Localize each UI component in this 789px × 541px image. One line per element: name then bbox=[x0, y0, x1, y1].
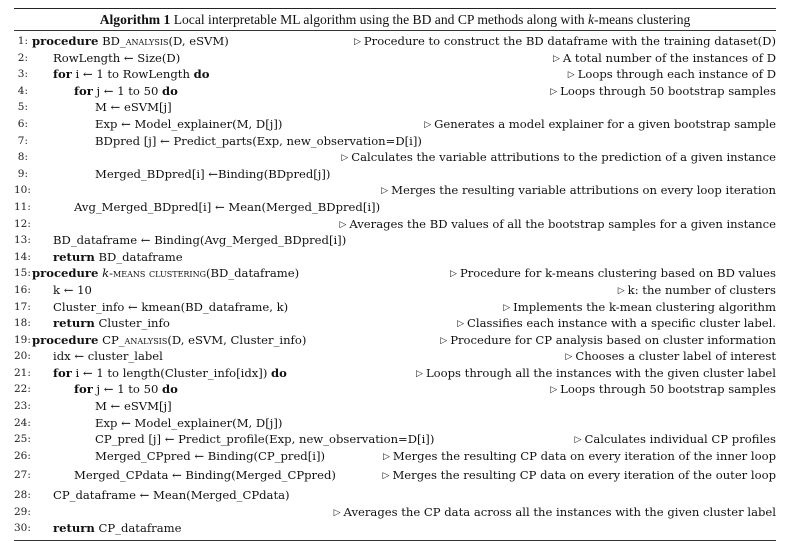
comment-text: Procedure to construct the BD dataframe with the training dataset(D) bbox=[363, 34, 776, 48]
algorithm-line bbox=[14, 504, 776, 521]
algorithm-line bbox=[14, 83, 776, 100]
procedure-name: -means clustering bbox=[109, 266, 206, 281]
keyword: return bbox=[53, 249, 95, 264]
statement-text: (D, eSVM, Cluster_info) bbox=[167, 332, 307, 347]
comment-triangle-icon: ▷ bbox=[550, 385, 558, 396]
line-code bbox=[95, 99, 172, 116]
algorithm-line bbox=[14, 99, 776, 116]
statement-text: Merged_CPdata ← Binding(Merged_CPpred) bbox=[74, 468, 336, 483]
comment-triangle-icon: ▷ bbox=[552, 53, 560, 64]
comment-triangle-icon: ▷ bbox=[440, 335, 448, 346]
statement-text: M ← eSVM[j] bbox=[95, 399, 172, 414]
line-comment bbox=[568, 66, 776, 84]
line-code bbox=[74, 199, 380, 216]
procedure-name-italic: k bbox=[102, 266, 110, 281]
line-number: 4: bbox=[17, 84, 28, 97]
algorithm-line bbox=[14, 467, 776, 484]
statement-text: j ← 1 to 50 bbox=[96, 382, 159, 397]
algorithm-line bbox=[14, 448, 776, 465]
statement-text: idx ← cluster_label bbox=[53, 349, 163, 364]
line-code bbox=[74, 381, 178, 398]
line-number: 29: bbox=[14, 505, 31, 518]
comment-text: Averages the CP data across all the instances with the given cluster label bbox=[343, 504, 776, 519]
statement-text: Cluster_info ← kmean(BD_dataframe, k) bbox=[53, 299, 289, 314]
comment-text: Classifies each instance with a specific cluster label. bbox=[467, 316, 776, 331]
comment-text: Loops through 50 bootstrap samples bbox=[560, 382, 776, 397]
statement-text: CP_dataframe ← Mean(Merged_CPdata) bbox=[53, 488, 290, 503]
algorithm-caption bbox=[14, 9, 776, 30]
comment-text: Procedure for CP analysis based on cluster information bbox=[450, 332, 776, 347]
comment-text: Merges the resulting variable attributions on every loop iteration bbox=[391, 183, 776, 198]
line-number: 22: bbox=[14, 383, 31, 396]
algorithm-line bbox=[14, 315, 776, 332]
line-comment bbox=[618, 282, 776, 300]
algorithm-line bbox=[14, 149, 776, 166]
statement-text: Avg_Merged_BDpred[i] ← Mean(Merged_BDpred[i]) bbox=[74, 199, 381, 214]
line-code bbox=[32, 265, 299, 282]
keyword: for bbox=[74, 382, 93, 397]
algorithm-line bbox=[14, 133, 776, 150]
comment-text: Calculates individual CP profiles bbox=[584, 432, 776, 447]
line-code bbox=[95, 448, 325, 465]
comment-triangle-icon: ▷ bbox=[565, 352, 573, 363]
procedure-name: BD_analysis bbox=[102, 34, 169, 48]
line-comment bbox=[334, 504, 776, 522]
algorithm-line bbox=[14, 166, 776, 183]
line-number: 19: bbox=[14, 333, 31, 346]
comment-text: Merges the resulting CP data on every iteration of the inner loop bbox=[392, 448, 776, 463]
statement-text: Merged_BDpred[i] ←Binding(BDpred[j]) bbox=[95, 166, 331, 181]
line-number: 9: bbox=[17, 167, 28, 180]
algorithm-line bbox=[14, 216, 776, 233]
line-number: 10: bbox=[14, 184, 31, 197]
line-code bbox=[95, 415, 282, 432]
comment-triangle-icon: ▷ bbox=[550, 86, 558, 97]
line-number: 30: bbox=[14, 522, 31, 535]
keyword: procedure bbox=[32, 266, 99, 281]
keyword: return bbox=[53, 521, 95, 536]
keyword: for bbox=[53, 67, 72, 82]
line-number: 3: bbox=[17, 68, 28, 81]
comment-triangle-icon: ▷ bbox=[381, 186, 389, 197]
line-comment bbox=[550, 381, 776, 399]
algorithm-line bbox=[14, 249, 776, 266]
comment-text: Loops through each instance of D bbox=[577, 67, 776, 82]
keyword: return bbox=[53, 316, 95, 331]
statement-text: BD_dataframe ← Binding(Avg_Merged_BDpred[i]) bbox=[53, 233, 347, 248]
comment-triangle-icon: ▷ bbox=[382, 471, 390, 482]
line-code bbox=[53, 50, 180, 67]
algorithm-line bbox=[14, 332, 776, 349]
algorithm-line bbox=[14, 282, 776, 299]
line-code bbox=[53, 299, 288, 316]
line-comment bbox=[503, 299, 776, 317]
procedure-name: CP_analysis bbox=[102, 332, 168, 347]
line-number: 23: bbox=[14, 400, 31, 413]
comment-text: Procedure for k-means clustering based on BD values bbox=[459, 266, 776, 281]
line-code bbox=[74, 467, 336, 484]
comment-triangle-icon: ▷ bbox=[457, 319, 464, 330]
line-code bbox=[53, 365, 287, 382]
algorithm-line bbox=[14, 398, 776, 415]
comment-triangle-icon: ▷ bbox=[503, 302, 511, 313]
comment-triangle-icon: ▷ bbox=[341, 153, 349, 164]
line-code bbox=[53, 66, 209, 83]
line-number: 18: bbox=[14, 317, 31, 330]
line-code bbox=[53, 315, 170, 332]
comment-triangle-icon: ▷ bbox=[339, 219, 347, 230]
comment-text: Implements the k-mean clustering algorithm bbox=[513, 299, 776, 314]
algorithm-line bbox=[14, 50, 776, 67]
statement-text: i ← 1 to RowLength bbox=[75, 67, 190, 82]
line-comment bbox=[575, 431, 776, 449]
line-code bbox=[53, 282, 92, 299]
algorithm-line bbox=[14, 66, 776, 83]
comment-text: Chooses a cluster label of interest bbox=[575, 349, 776, 364]
algorithm-line bbox=[14, 520, 776, 537]
line-code bbox=[32, 33, 229, 50]
line-number: 11: bbox=[14, 200, 31, 213]
statement-text: Cluster_info bbox=[98, 316, 170, 331]
line-comment bbox=[341, 149, 776, 167]
algorithm-line bbox=[14, 33, 776, 50]
keyword-do: do bbox=[162, 382, 178, 397]
line-comment bbox=[383, 467, 776, 485]
statement-text: Merged_CPpred ← Binding(CP_pred[i]) bbox=[95, 448, 326, 463]
line-number: 2: bbox=[17, 51, 28, 64]
keyword: procedure bbox=[32, 34, 99, 48]
statement-text: Exp ← Model_explainer(M, D[j]) bbox=[95, 116, 283, 131]
algorithm-line bbox=[14, 431, 776, 448]
line-code bbox=[53, 249, 183, 266]
line-code bbox=[95, 398, 172, 415]
line-number: 20: bbox=[14, 350, 31, 363]
statement-text: CP_pred [j] ← Predict_profile(Exp, new_observation=D[i]) bbox=[95, 432, 435, 447]
algorithm-line bbox=[14, 182, 776, 199]
line-comment bbox=[416, 365, 776, 383]
line-number: 14: bbox=[14, 250, 31, 263]
line-number: 17: bbox=[14, 300, 31, 313]
algorithm-title-k: k bbox=[588, 12, 595, 27]
comment-triangle-icon: ▷ bbox=[617, 285, 625, 296]
line-comment bbox=[457, 315, 776, 333]
line-code bbox=[95, 116, 282, 133]
line-comment bbox=[339, 216, 776, 234]
comment-triangle-icon: ▷ bbox=[416, 368, 423, 379]
line-number: 8: bbox=[17, 151, 28, 164]
line-number: 28: bbox=[14, 489, 31, 502]
statement-text: BD_dataframe bbox=[98, 249, 183, 264]
line-comment bbox=[550, 83, 776, 101]
statement-text: k ← 10 bbox=[53, 282, 92, 297]
line-number: 1: bbox=[17, 35, 28, 47]
comment-text: Merges the resulting CP data on every iteration of the outer loop bbox=[392, 468, 776, 483]
algorithm-label: Algorithm 1 bbox=[99, 12, 171, 27]
comment-text: Averages the BD values of all the bootstrap samples for a given instance bbox=[349, 216, 776, 231]
statement-text: M ← eSVM[j] bbox=[95, 100, 172, 115]
line-number: 24: bbox=[14, 416, 31, 429]
keyword: procedure bbox=[32, 332, 99, 347]
algorithm-line bbox=[14, 232, 776, 249]
keyword: for bbox=[53, 365, 72, 380]
line-code bbox=[53, 520, 181, 537]
comment-triangle-icon: ▷ bbox=[353, 37, 361, 47]
line-comment bbox=[565, 348, 776, 366]
keyword-do: do bbox=[193, 67, 210, 82]
line-number: 21: bbox=[14, 366, 31, 379]
statement-text: (D, eSVM) bbox=[168, 34, 229, 48]
comment-text: Generates a model explainer for a given bootstrap sample bbox=[434, 116, 776, 131]
line-code bbox=[95, 431, 434, 448]
line-comment bbox=[440, 332, 776, 350]
line-code bbox=[95, 166, 330, 183]
comment-triangle-icon: ▷ bbox=[424, 119, 432, 130]
line-number: 27: bbox=[14, 469, 31, 482]
comment-text: Loops through all the instances with the given cluster label bbox=[425, 365, 776, 380]
algorithm-line bbox=[14, 487, 776, 504]
algorithm-line bbox=[14, 116, 776, 133]
line-number: 25: bbox=[14, 433, 31, 446]
algorithm-lines bbox=[14, 31, 776, 537]
line-code bbox=[53, 348, 163, 365]
line-number: 15: bbox=[14, 267, 31, 280]
comment-text: Loops through 50 bootstrap samples bbox=[560, 83, 776, 98]
statement-text: CP_dataframe bbox=[98, 521, 182, 536]
statement-text: j ← 1 to 50 bbox=[96, 83, 159, 98]
line-code bbox=[53, 487, 290, 504]
line-number: 5: bbox=[17, 101, 28, 114]
statement-text: i ← 1 to length(Cluster_info[idx]) bbox=[75, 365, 268, 380]
statement-text: Exp ← Model_explainer(M, D[j]) bbox=[95, 415, 283, 430]
algorithm-title-suffix: -means clustering bbox=[594, 12, 691, 27]
comment-triangle-icon: ▷ bbox=[574, 435, 582, 446]
line-number: 7: bbox=[17, 134, 28, 147]
line-comment bbox=[383, 448, 776, 466]
line-code bbox=[32, 332, 306, 349]
statement-text: (BD_dataframe) bbox=[206, 266, 300, 281]
line-comment bbox=[381, 182, 776, 200]
keyword-do: do bbox=[271, 365, 287, 380]
comment-text: Calculates the variable attributions to the prediction of a given instance bbox=[351, 150, 776, 165]
algorithm-line bbox=[14, 265, 776, 282]
comment-triangle-icon: ▷ bbox=[333, 507, 341, 518]
line-number: 12: bbox=[14, 217, 31, 230]
line-comment bbox=[553, 50, 776, 68]
comment-text: k: the number of clusters bbox=[627, 282, 776, 297]
line-code bbox=[95, 133, 422, 150]
line-number: 6: bbox=[17, 117, 28, 130]
line-number: 16: bbox=[14, 283, 31, 296]
line-code bbox=[74, 83, 178, 100]
keyword-do: do bbox=[162, 83, 178, 98]
line-number: 13: bbox=[14, 234, 31, 247]
keyword: for bbox=[74, 83, 93, 98]
algorithm-line bbox=[14, 365, 776, 382]
algorithm-line bbox=[14, 348, 776, 365]
comment-triangle-icon: ▷ bbox=[450, 269, 457, 280]
line-comment bbox=[424, 116, 776, 134]
line-code bbox=[53, 232, 346, 249]
line-comment bbox=[354, 33, 776, 51]
algorithm-block bbox=[14, 8, 776, 541]
statement-text: RowLength ← Size(D) bbox=[53, 50, 181, 65]
algorithm-line bbox=[14, 415, 776, 432]
comment-text: A total number of the instances of D bbox=[562, 50, 776, 65]
algorithm-title-prefix: Local interpretable ML algorithm using the BD and CP methods along with bbox=[173, 12, 588, 27]
comment-triangle-icon: ▷ bbox=[382, 451, 390, 462]
comment-triangle-icon: ▷ bbox=[567, 70, 575, 81]
line-number: 26: bbox=[14, 449, 31, 462]
statement-text: BDpred [j] ← Predict_parts(Exp, new_observation=D[i]) bbox=[95, 133, 422, 148]
line-comment bbox=[450, 265, 776, 283]
algorithm-line bbox=[14, 381, 776, 398]
algorithm-line bbox=[14, 199, 776, 216]
algorithm-line bbox=[14, 299, 776, 316]
